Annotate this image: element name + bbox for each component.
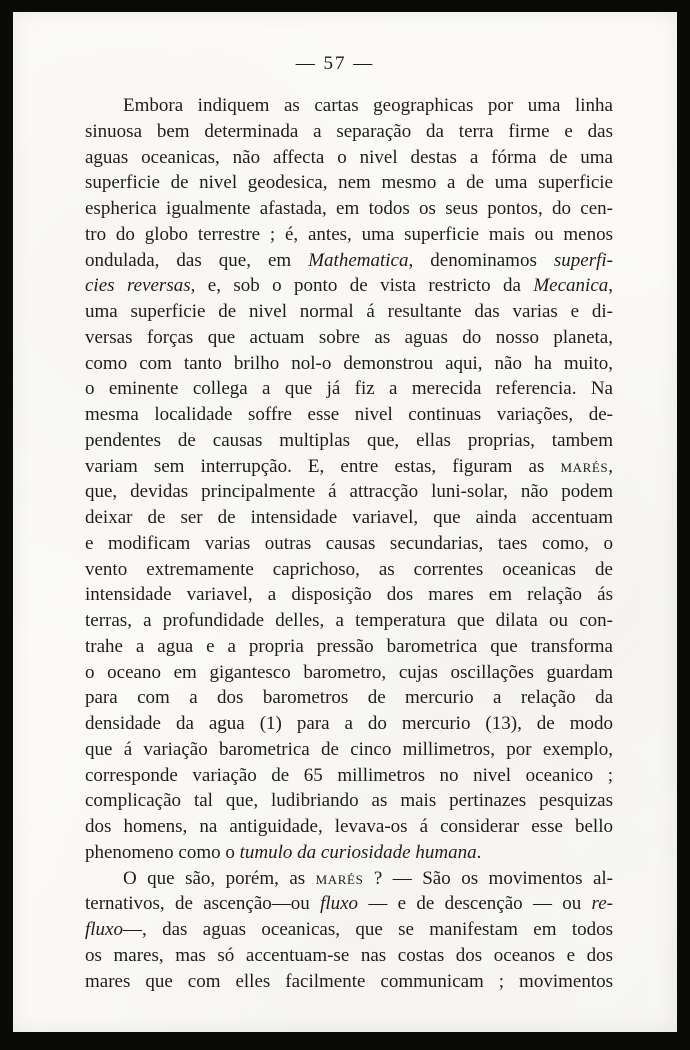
text-segment: trahe a agua e a propria pressão barometrica que transforma	[85, 635, 613, 657]
text-segment: que, devidas principalmente á attracção luni-solar, não podem	[85, 481, 613, 503]
page-number-header: — 57 —	[295, 53, 375, 74]
text-line	[85, 248, 613, 274]
text-segment: corresponde variação de 65 millimetros no nivel oceanico ;	[85, 764, 613, 786]
text-segment: como com tanto brilho nol-o demonstrou aqui, não ha muito,	[85, 352, 613, 374]
text-segment: o oceano em gigantesco barometro, cujas oscillações guardam	[85, 661, 613, 683]
text-segment: .	[476, 841, 482, 863]
text-segment: terras, a profundidade delles, a temperatura que dilata ou con-	[85, 610, 613, 631]
text-line	[85, 428, 613, 454]
text-segment: mesma localidade soffre esse nivel continuas variações, de-	[85, 404, 613, 425]
text-segment: , denominamos	[408, 249, 554, 271]
text-line	[85, 840, 613, 866]
text-segment: mares que com elles facilmente communicam ; movimentos	[85, 970, 613, 992]
italic-text: tumulo da curiosidade humana	[239, 841, 477, 863]
text-line	[85, 969, 613, 995]
text-line	[85, 479, 613, 505]
text-line	[85, 402, 613, 428]
text-line	[85, 763, 613, 789]
text-line	[85, 711, 613, 737]
text-line	[85, 814, 613, 840]
text-segment: ,	[608, 275, 613, 297]
page-surface	[13, 12, 677, 1032]
text-line	[85, 454, 613, 480]
text-line	[85, 737, 613, 763]
text-segment: ? — São os movimentos al-	[363, 867, 613, 889]
paragraph	[85, 866, 613, 995]
text-line	[85, 660, 613, 686]
small-caps-text: marés	[315, 867, 364, 889]
text-segment: que á variação barometrica de cinco millimetros, por exemplo,	[85, 738, 613, 760]
text-segment: o eminente collega a que já fiz a merecida referencia. Na	[85, 378, 613, 400]
text-line	[85, 582, 613, 608]
text-segment: ondulada, das que, em	[85, 249, 309, 271]
text-line	[85, 325, 613, 351]
text-line	[85, 634, 613, 660]
text-line	[85, 608, 613, 634]
text-segment: —, das aguas oceanicas, que se manifestam em todos	[123, 919, 613, 940]
text-segment: uma superficie de nivel normal á resultante das varias e di-	[85, 301, 613, 322]
text-segment: deixar de ser de intensidade variavel, que ainda accentuam	[85, 507, 613, 528]
text-line	[85, 943, 613, 969]
text-segment: tro do globo terrestre ; é, antes, uma superficie mais ou menos	[85, 223, 613, 245]
italic-text: fluxo	[85, 919, 123, 940]
text-segment: aguas oceanicas, não affecta o nivel destas a fórma de uma	[85, 146, 613, 168]
text-segment: intensidade variavel, a disposição dos mares em relação ás	[85, 584, 613, 606]
italic-text: cies reversas	[85, 275, 191, 297]
text-segment: pendentes de causas multiplas que, ellas proprias, tambem	[85, 429, 613, 451]
text-segment: complicação tal que, ludibriando as mais pertinazes pesquizas	[85, 790, 613, 812]
text-segment: versas forças que actuam sobre as aguas do nosso planeta,	[85, 326, 613, 348]
text-segment: phenomeno como o	[85, 841, 240, 863]
text-line	[85, 917, 613, 943]
text-segment: dos homens, na antiguidade, levava-os á considerar esse bello	[85, 816, 613, 837]
text-line	[85, 505, 613, 531]
text-segment: os mares, mas só accentuam-se nas costas dos oceanos e dos	[85, 944, 613, 966]
text-segment: densidade da agua (1) para a do mercurio (13), de modo	[85, 713, 613, 734]
italic-text: Mathematica	[308, 249, 409, 271]
text-segment: espherica igualmente afastada, em todos os seus pontos, do cen-	[85, 198, 613, 219]
italic-text: re-	[591, 893, 613, 915]
text-line	[85, 299, 613, 325]
text-line	[85, 788, 613, 814]
italic-text: superfi-	[553, 249, 613, 271]
text-segment: e modificam varias outras causas secundarias, taes como, o	[85, 532, 613, 554]
text-line	[85, 685, 613, 711]
text-segment: O que são, porém, as	[123, 867, 316, 889]
text-line	[85, 557, 613, 583]
text-segment: , e, sob o ponto de vista restricto da	[190, 275, 534, 297]
text-segment: Embora indiquem as cartas geographicas por uma linha	[123, 95, 613, 116]
text-line	[85, 866, 613, 892]
text-line	[85, 222, 613, 248]
text-segment: para com a dos barometros de mercurio a relação da	[85, 687, 613, 709]
paragraph	[85, 93, 613, 866]
body-text	[85, 93, 613, 994]
text-line	[85, 531, 613, 557]
text-line	[85, 93, 613, 119]
italic-text: fluxo	[320, 893, 359, 915]
text-segment: ,	[608, 455, 613, 477]
text-segment: ternativos, de ascenção—ou	[85, 893, 321, 915]
text-segment: vento extremamente caprichoso, as correntes oceanicas de	[85, 558, 613, 580]
text-segment: variam sem interrupção. E, entre estas, figuram as	[85, 455, 561, 477]
text-line	[85, 891, 613, 917]
text-line	[85, 145, 613, 171]
text-line	[85, 119, 613, 145]
text-line	[85, 376, 613, 402]
italic-text: Mecanica	[533, 275, 609, 297]
text-segment: — e de descenção — ou	[358, 893, 592, 915]
text-segment: superficie de nivel geodesica, nem mesmo a de uma superficie	[85, 172, 613, 194]
text-line	[85, 196, 613, 222]
small-caps-text: marés	[560, 455, 609, 477]
text-line	[85, 351, 613, 377]
text-line	[85, 170, 613, 196]
text-segment: sinuosa bem determinada a separação da terra firme e das	[85, 120, 613, 142]
text-line	[85, 273, 613, 299]
